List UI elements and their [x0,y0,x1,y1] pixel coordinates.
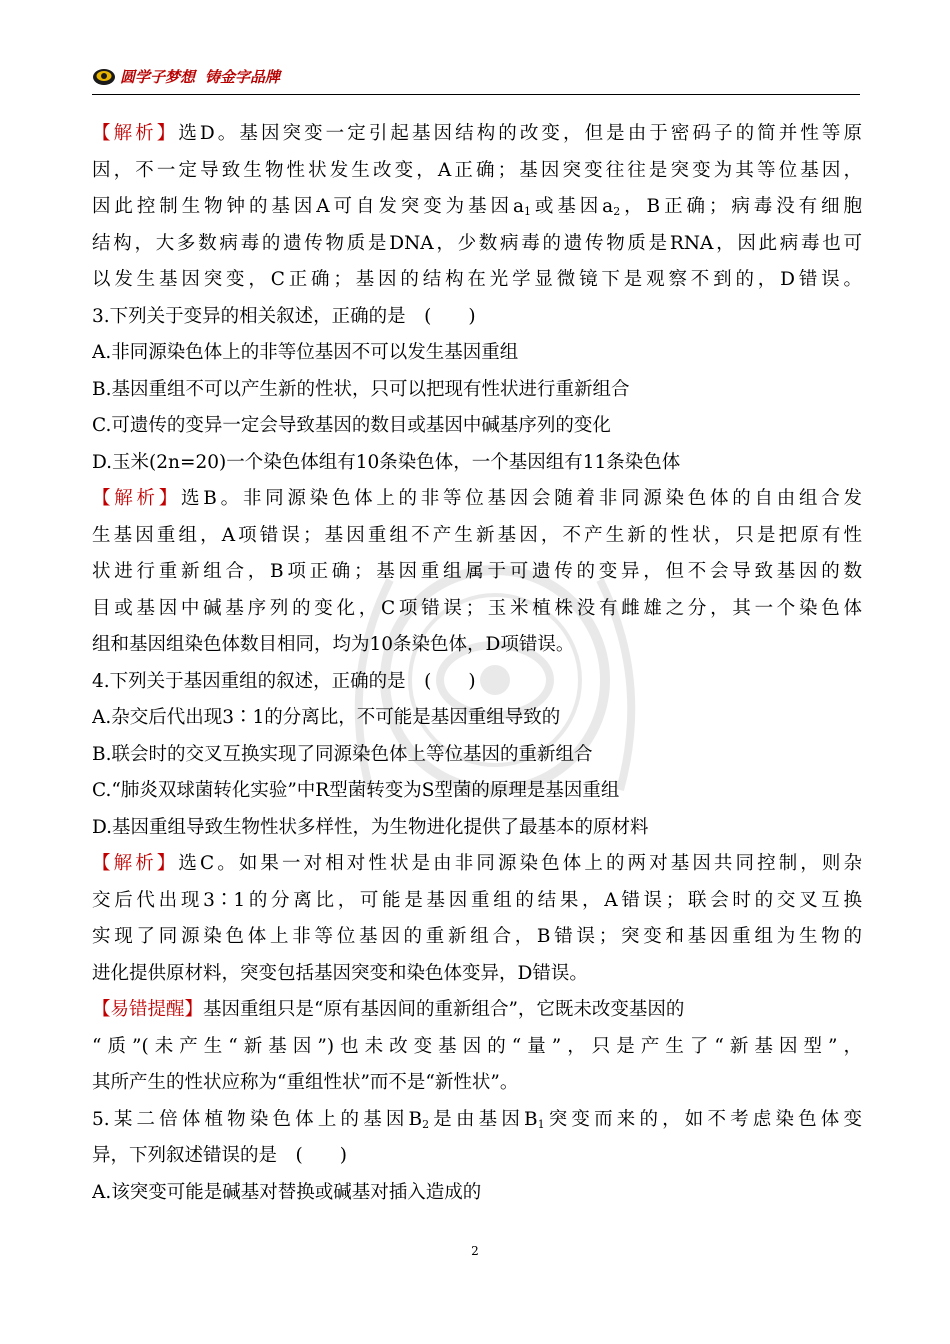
line-l3: 因此控制生物钟的基因A可自发突变为基因$a_1$或基因$a_2$，B正确；病毒没有细胞 [92,196,862,218]
question-4-stem: 4.下列关于基因重组的叙述，正确的是 ( ) [92,670,476,692]
error-tip-tag: 【易错提醒】 [92,999,204,1020]
line-l2: 因，不一定导致生物性状发生改变，A正确；基因突变往往是突变为其等位基因， [92,159,862,181]
line-l25: 【易错提醒】基因重组只是“原有基因间的重新组合”，它既未改变基因的 [92,999,685,1020]
question-3-stem: 3.下列关于变异的相关叙述，正确的是 ( ) [92,305,476,327]
analysis-tag: 【解析】 [92,853,179,874]
page-header [92,64,860,95]
analysis-tag: 【解析】 [92,488,181,509]
question-4-option-a: A.杂交后代出现3∶1的分离比，不可能是基因重组导致的 [92,707,561,728]
line-l1: 【解析】选D。基因突变一定引起基因结构的改变，但是由于密码子的简并性等原 [92,123,862,144]
question-4-option-b: B.联会时的交叉互换实现了同源染色体上等位基因的重新组合 [92,743,593,765]
line-l27: 其所产生的性状应称为“重组性状”而不是“新性状”。 [92,1072,519,1093]
line-l26: “质”(未产生“新基因”)也未改变基因的“量”，只是产生了“新基因型”， [92,1035,862,1057]
logo-icon [92,66,116,86]
question-3-option-b: B.基因重组不可以产生新的性状，只可以把现有性状进行重新组合 [92,378,630,400]
question-3-option-d: D.玉米(2n=20)一个染色体组有10条染色体，一个基因组有11条染色体 [92,451,681,473]
line-l13: 状进行重新组合，B项正确；基因重组属于可遗传的变异，但不会导致基因的数 [92,561,862,582]
header-slogan [120,66,280,87]
line-l21: 【解析】选C。如果一对相对性状是由非同源染色体上的两对基因共同控制，则杂 [92,853,862,874]
line-l12: 生基因重组，A项错误；基因重组不产生新基因，不产生新的性状，只是把原有性 [92,524,862,546]
question-4-option-c: C.“肺炎双球菌转化实验”中R型菌转变为S型菌的原理是基因重组 [92,780,620,801]
line-l4: 结构，大多数病毒的遗传物质是DNA，少数病毒的遗传物质是RNA，因此病毒也可 [92,232,862,254]
line-l22: 交后代出现3∶1的分离比，可能是基因重组的结果，A错误；联会时的交叉互换 [92,889,862,911]
line-l5: 以发生基因突变，C正确；基因的结构在光学显微镜下是观察不到的，D错误。 [92,269,862,290]
line-l24: 进化提供原材料，突变包括基因突变和染色体变异，D错误。 [92,962,588,984]
question-5-option-a: A.该突变可能是碱基对替换或碱基对插入造成的 [92,1181,482,1203]
page-number: 2 [471,1244,479,1258]
question-3-option-a: A.非同源染色体上的非等位基因不可以发生基因重组 [92,342,519,363]
analysis-tag: 【解析】 [92,123,179,144]
document-body [92,116,862,1211]
line-l15: 组和基因组染色体数目相同，均为10条染色体，D项错误。 [92,634,575,655]
question-3-option-c: C.可遗传的变异一定会导致基因的数目或基因中碱基序列的变化 [92,415,611,436]
line-l14: 目或基因中碱基序列的变化，C项错误；玉米植株没有雌雄之分，其一个染色体 [92,597,862,619]
line-l23: 实现了同源染色体上非等位基因的重新组合，B错误；突变和基因重组为生物的 [92,926,862,947]
question-4-option-d: D.基因重组导致生物性状多样性，为生物进化提供了最基本的原材料 [92,816,649,838]
question-5-stem-cont: 异，下列叙述错误的是 ( ) [92,1145,347,1166]
question-5-stem: 5.某二倍体植物染色体上的基因$B_2$是由基因$B_1$突变而来的，如不考虑染色体变 [92,1108,862,1131]
slogan-part2: 铸金字品牌 [205,68,281,86]
line-l11: 【解析】选B。非同源染色体上的非等位基因会随着非同源染色体的自由组合发 [92,488,862,509]
slogan-part1: 圆学子梦想 [120,68,196,86]
